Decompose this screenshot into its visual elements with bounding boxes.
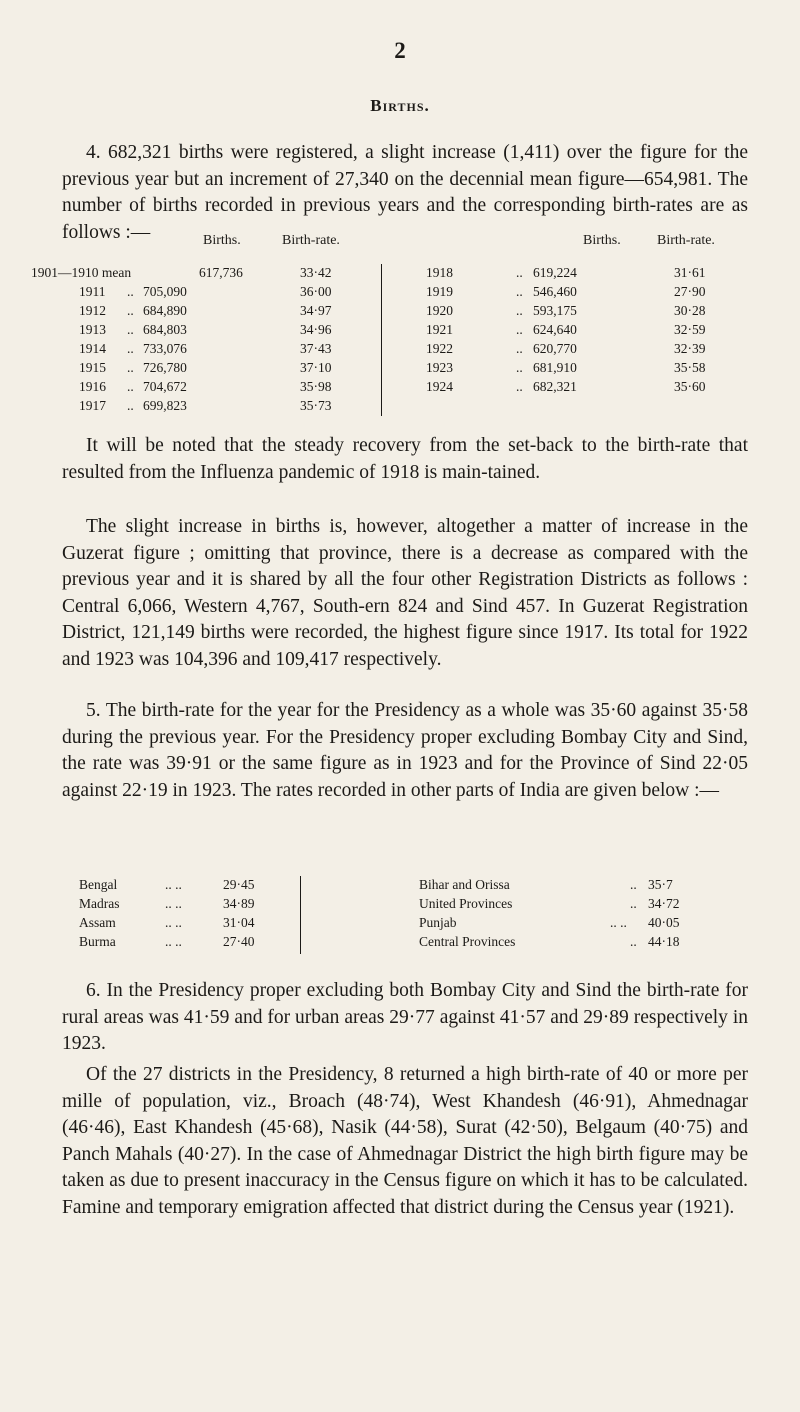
year-label: 1918 <box>426 265 453 280</box>
paragraph-4: 4. 682,321 births were registered, a slight increase (1,411) over the figure for the previous year but an increment of 27,340 on the decennial mean figure—654,981. The number of births recorded in previous years and the corresponding birth-rates are as follows :— <box>62 142 748 243</box>
rate-value: 31·61 <box>674 265 706 280</box>
rate-value: 35·7 <box>648 877 673 892</box>
births-value: 619,224 <box>533 265 577 280</box>
rate-value: 36·00 <box>300 284 332 299</box>
paragraph-districts: Of the 27 districts in the Presidency, 8 returned a high birth-rate of 40 or more per mille of population, viz., Broach (48·74), West Khandesh (46·91), Ahmednagar (46·46), East Khandesh (45·68), Nasik (44·58), Surat (42·50), Belgaum (40·75) and Panch Mahals (40·27). In the case of Ahmednagar District the high birth figure may be taken as due to present inaccuracy in the Census figure on which it has to be calculated. Famine and temporary emigration affected that district during the Census year (1921). <box>62 1064 748 1218</box>
leader-dots: .. <box>516 322 523 337</box>
leader-dots: .. .. <box>165 896 182 911</box>
leader-dots: .. <box>630 896 637 911</box>
leader-dots: .. <box>516 284 523 299</box>
year-label: 1911 <box>79 284 106 299</box>
births-value: 681,910 <box>533 360 577 375</box>
section-title: Births. <box>370 96 430 115</box>
region-name: Madras <box>79 896 120 911</box>
leader-dots: .. .. <box>165 934 182 949</box>
leader-dots: .. <box>630 877 637 892</box>
rate-value: 35·98 <box>300 379 332 394</box>
births-value: 620,770 <box>533 341 577 356</box>
rate-value: 33·42 <box>300 265 332 280</box>
births-value: 546,460 <box>533 284 577 299</box>
year-label: 1914 <box>79 341 106 356</box>
births-value: 704,672 <box>143 379 187 394</box>
leader-dots: .. <box>516 303 523 318</box>
leader-dots: .. <box>127 398 134 413</box>
year-label: 1901—1910 mean <box>31 265 132 280</box>
births-header-right: Births. <box>583 233 621 248</box>
year-label: 1915 <box>79 360 106 375</box>
year-label: 1924 <box>426 379 453 394</box>
births-value: 705,090 <box>143 284 187 299</box>
page-number: 2 <box>394 38 406 63</box>
region-name: Punjab <box>419 915 457 930</box>
rate-value: 34·97 <box>300 303 332 318</box>
births-header-left: Births. <box>203 233 241 248</box>
leader-dots: .. <box>516 341 523 356</box>
year-label: 1913 <box>79 322 106 337</box>
births-value: 624,640 <box>533 322 577 337</box>
births-value: 699,823 <box>143 398 187 413</box>
leader-dots: .. <box>630 934 637 949</box>
rate-value: 37·10 <box>300 360 332 375</box>
leader-dots: .. <box>127 379 134 394</box>
rate-value: 35·58 <box>674 360 706 375</box>
region-name: Assam <box>79 915 116 930</box>
year-label: 1912 <box>79 303 106 318</box>
rate-header-left: Birth-rate. <box>282 233 340 248</box>
region-name: Bihar and Orissa <box>419 877 510 892</box>
rate-value: 34·72 <box>648 896 680 911</box>
paragraph-5: 5. The birth-rate for the year for the Presidency as a whole was 35·60 against 35·58 during the previous year. For the Presidency proper excluding Bombay City and Sind, the rate was 39·91 or the same figure as in 1923 and for the Province of Sind 22·05 against 22·19 in 1923. The rates recorded in other parts of India are given below :— <box>62 700 748 801</box>
leader-dots: .. <box>127 284 134 299</box>
region-name: Bengal <box>79 877 118 892</box>
births-value: 733,076 <box>143 341 187 356</box>
region-name: Burma <box>79 934 116 949</box>
leader-dots: .. <box>516 265 523 280</box>
rate-value: 32·39 <box>674 341 706 356</box>
births-value: 684,890 <box>143 303 187 318</box>
leader-dots: .. <box>516 379 523 394</box>
births-value: 682,321 <box>533 379 577 394</box>
births-value: 593,175 <box>533 303 577 318</box>
rate-value: 27·40 <box>223 934 255 949</box>
rate-value: 32·59 <box>674 322 706 337</box>
table-divider <box>300 876 301 954</box>
rate-value: 31·04 <box>223 915 255 930</box>
leader-dots: .. <box>127 360 134 375</box>
leader-dots: .. <box>127 322 134 337</box>
rate-value: 35·60 <box>674 379 706 394</box>
rate-header-right: Birth-rate. <box>657 233 715 248</box>
rate-value: 34·89 <box>223 896 255 911</box>
region-name: Central Provinces <box>419 934 516 949</box>
year-label: 1916 <box>79 379 106 394</box>
leader-dots: .. .. <box>610 915 627 930</box>
rate-value: 37·43 <box>300 341 332 356</box>
table-divider <box>381 264 382 416</box>
births-value: 684,803 <box>143 322 187 337</box>
rate-value: 44·18 <box>648 934 680 949</box>
year-label: 1920 <box>426 303 453 318</box>
leader-dots: .. <box>127 303 134 318</box>
paragraph-increase: The slight increase in births is, however, altogether a matter of increase in the Guzerat figure ; omitting that province, there is a decrease as compared with the previous year and it is shared by all the four other Registration Districts as follows : Central 6,066, Western 4,767, South-ern 824 and Sind 457. In Guzerat Registration District, 121,149 births were recorded, the highest figure since 1917. Its total for 1922 and 1923 was 104,396 and 109,417 respectively. <box>62 516 748 670</box>
rate-value: 35·73 <box>300 398 332 413</box>
year-label: 1921 <box>426 322 453 337</box>
region-name: United Provinces <box>419 896 513 911</box>
year-label: 1923 <box>426 360 453 375</box>
rate-value: 29·45 <box>223 877 255 892</box>
leader-dots: .. <box>127 341 134 356</box>
year-label: 1919 <box>426 284 453 299</box>
leader-dots: .. <box>516 360 523 375</box>
rate-value: 30·28 <box>674 303 706 318</box>
year-label: 1922 <box>426 341 453 356</box>
rate-value: 34·96 <box>300 322 332 337</box>
paragraph-recovery: It will be noted that the steady recovery from the set-back to the birth-rate that resulted from the Influenza pandemic of 1918 is main-tained. <box>62 435 748 483</box>
rate-value: 40·05 <box>648 915 680 930</box>
leader-dots: .. .. <box>165 877 182 892</box>
rate-value: 27·90 <box>674 284 706 299</box>
births-value: 726,780 <box>143 360 187 375</box>
leader-dots: .. .. <box>165 915 182 930</box>
paragraph-6: 6. In the Presidency proper excluding both Bombay City and Sind the birth-rate for rural areas was 41·59 and for urban areas 29·77 against 41·57 and 29·89 respectively in 1923. <box>62 980 748 1054</box>
births-value: 617,736 <box>199 265 243 280</box>
year-label: 1917 <box>79 398 106 413</box>
